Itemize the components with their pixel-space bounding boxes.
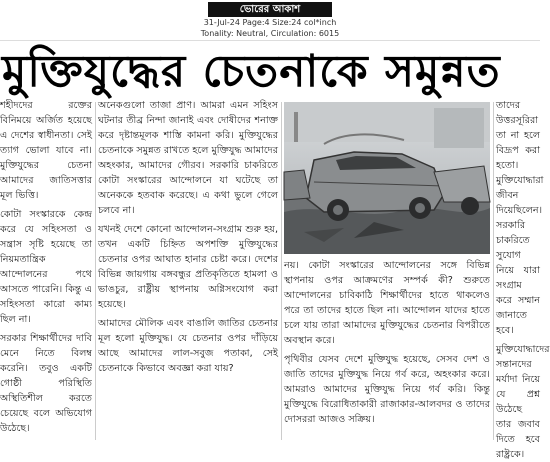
paragraph: নয়। কোটা সংস্কারের আন্দোলনের সঙ্গে বিভিন্ন স্থাপনায় ওপর আক্রমণের সম্পর্ক কী? শুরুতে আন্দোলনের চাবিকাঠি শিক্ষার্থীদের হাতে থাকলেও পরে তা তাদের হাতে ছিল না। আন্দোলন যাদের হাতে চলে যায় তারা আমাদের মুক্তিযুদ্ধের চেতনার বিপরীতে অবস্থান করে। bbox=[284, 260, 490, 346]
paragraph: সরকার শিক্ষার্থীদের দাবি মেনে নিতে বিলম্ব করেনি। তবুও একটি গোষ্ঠী পরিস্থিতি অস্থিতিশীল করতে চেয়েছে বলে অভিযোগ উঠেছে। bbox=[0, 333, 92, 434]
paragraph: পৃথিবীর যেসব দেশে মুক্তিযুদ্ধ হয়েছে, সেসব দেশ ও জাতি তাদের মুক্তিযুদ্ধ নিয়ে গর্ব করে, অহংকার করে। আমরাও আমাদের মুক্তিযুদ্ধ নিয়ে গর্ব করি। কিন্তু মুক্তিযুদ্ধে বিরোধিতাকারী রাজাকার-আলবদর ও তাদের দোসররা আজও সক্রিয়। bbox=[284, 354, 490, 425]
paragraph: মুক্তিযোদ্ধাদের সন্তানদের মর্যাদা নিয়ে যে প্রশ্ন উঠেছে তার জবাব দিতে হবে রাষ্ট্রকে। bbox=[496, 344, 550, 460]
newspaper-masthead: ভোরের আকাশ bbox=[208, 2, 332, 17]
clipping-meta-tonality: Tonality: Neutral, Circulation: 6015 bbox=[200, 29, 340, 38]
burned-vehicles-photo bbox=[284, 102, 490, 254]
article-column-4 bbox=[496, 98, 550, 460]
headline-band bbox=[0, 40, 540, 103]
paragraph: তাদের উত্তরসূরিরা তা না হলে বিদ্রূপ করা হতো। মুক্তিযোদ্ধারা জীবন দিয়েছিলেন। সরকারি চাকরিতে সুযোগ নিয়ে যারা সংগ্রাম করে সম্মান জানাতে হবে। bbox=[496, 100, 544, 336]
clipping-header bbox=[0, 0, 540, 44]
paragraph: অনেকগুলো তাজা প্রাণ। আমরা এমন সহিংস ঘটনার তীব্র নিন্দা জানাই এবং দোষীদের শনাক্ত করে দৃষ্টান্তমূলক শাস্তি কামনা করি। মুক্তিযুদ্ধের চেতনাকে সমুন্নত রাখতে হলে মুক্তিযুদ্ধ আমাদের অহংকার, আমাদের গৌরব। সরকারি চাকরিতে কোটা সংস্কারের আন্দোলনে যা ঘটেছে তা অনেককে হতবাক করেছে। এ কথা ভুলে গেলে চলবে না। bbox=[98, 100, 278, 216]
paragraph: যখনই দেশে কোনো আন্দোলন-সংগ্রাম শুরু হয়, তখন একটি চিহ্নিত অপশক্তি মুক্তিযুদ্ধের চেতনার ওপর আঘাত হানার চেষ্টা করে। দেশের বিভিন্ন জায়গায় বঙ্গবন্ধুর প্রতিকৃতিতে হামলা ও ভাঙচুর, রাষ্ট্রীয় স্থাপনায় অগ্নিসংযোগ করা হয়েছে। bbox=[98, 224, 278, 310]
paragraph: কোটা সংস্কারকে কেন্দ্র করে যে সহিংসতা ও সন্ত্রাস সৃষ্টি হয়েছে তা নিয়মতান্ত্রিক আন্দোলনের পথে আসতে পারেনি। কিন্তু এ সহিংসতা কারো কাম্য ছিল না। bbox=[0, 209, 92, 325]
column-divider bbox=[95, 102, 96, 440]
paragraph: শহীদদের রক্তের বিনিময়ে অর্জিত হয়েছে এ দেশের স্বাধীনতা। সেই ত্যাগ ভোলা যাবে না। মুক্তিযুদ্ধের চেতনা আমাদের জাতিসত্তার মূল ভিত্তি। bbox=[0, 100, 92, 201]
article-headline: মুক্তিযুদ্ধের চেতনাকে সমুন্নত bbox=[2, 46, 501, 97]
clipping-meta-date-size: 31-Jul-24 Page:4 Size:24 col*inch bbox=[203, 18, 337, 27]
column-divider bbox=[493, 102, 494, 440]
paragraph: আমাদের মৌলিক এবং বাঙালি জাতির চেতনার মূল হলো মুক্তিযুদ্ধ। যে চেতনার ওপর দাঁড়িয়ে আছে আমাদের লাল-সবুজ পতাকা, সেই চেতনাকে কিভাবে অবজ্ঞা করা যায়? bbox=[98, 318, 278, 374]
column-divider bbox=[281, 102, 282, 440]
article-column-2 bbox=[98, 98, 278, 440]
article-column-1 bbox=[0, 98, 92, 440]
article-column-3 bbox=[284, 258, 490, 440]
